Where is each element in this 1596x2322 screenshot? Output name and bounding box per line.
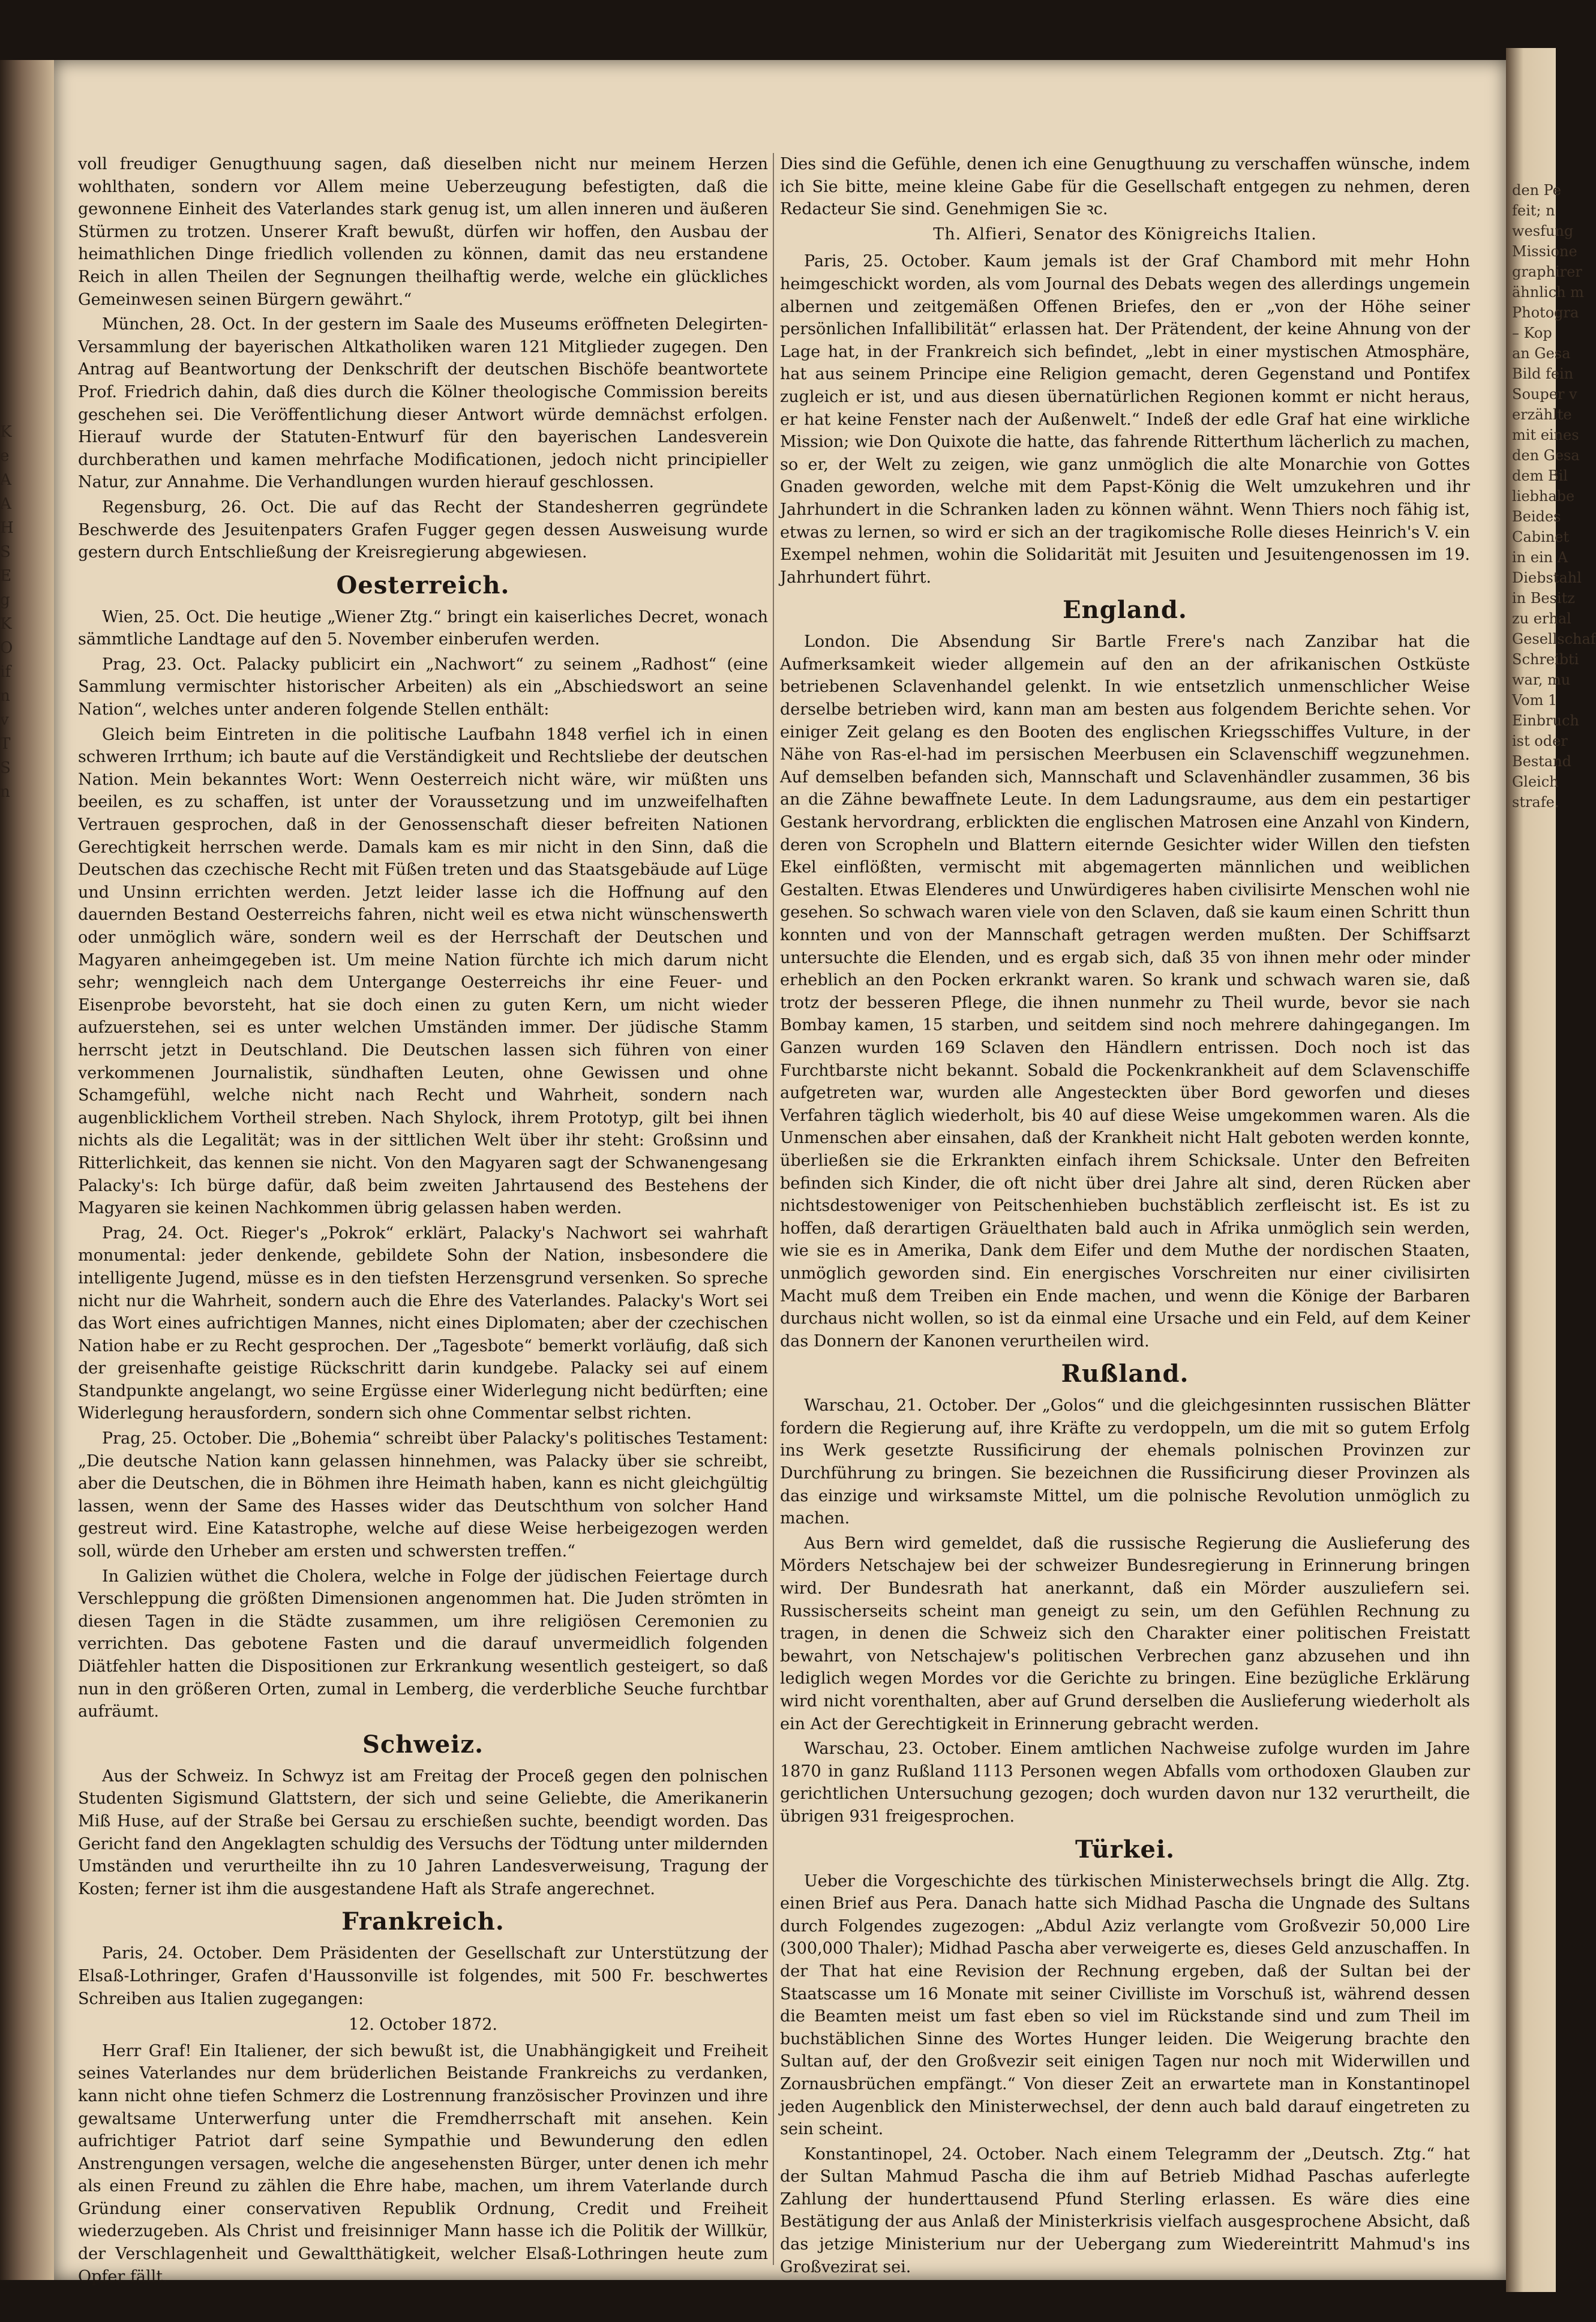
left-column — [78, 153, 768, 2286]
section-heading-england: England. — [1063, 596, 1187, 625]
article-paris-25: Paris, 25. October. Kaum jemals ist der Graf Chambord mit mehr Hohn heimgeschickt worden, als vom Journal des Debats wegen des allerdings ungemein albernen und zeitgemäßen Offenen Briefes, den er „von der Höhe seiner persönlichen Infallibilität“ erlassen hat. Der Prätendent, der keine Ahnung von der Lage hat, in der Frankreich sich befindet, „lebt in einer mystischen Atmosphäre, hat aus seinem Principe eine Religion gemacht, deren Gegenstand und Pontifex zugleich er ist, und aus diesen übernatürlichen Regionen kommt er nicht heraus, er hat keine Fenster nach der Außenwelt.“ Indeß der edle Graf hat eine wirkliche Mission; wie Don Quixote die hatte, das fahrende Ritterthum lächerlich zu machen, so er, der Welt zu zeigen, wie ganz unmöglich die alte Monarchie von Gottes Gnaden geworden, welche mit dem Papst-König die Welt umzukehren und ihr Jahrhundert in die Schranken laden zu können wähnt. Wenn Thiers noch fähig ist, etwas zu lernen, so wird er sich an der tragikomische Rolle dieses Heinrich's V. ein Exempel nehmen, wohin die Solidarität mit Jesuiten und Jesuitengenossen im 19. Jahrhundert führt. — [780, 252, 1470, 587]
book-binding — [0, 60, 54, 2280]
section-heading-frankreich: Frankreich. — [341, 1907, 505, 1936]
letter-date: 12. October 1872. — [349, 2015, 497, 2035]
article-london: London. Die Absendung Sir Bartle Frere's nach Zanzibar hat die Aufmerksamkeit wieder allgemein auf den an der afrikanischen Ostküste betriebenen Sclavenhandel gelenkt. In wie entsetzlich unmenschlicher Weise derselbe betrieben wird, kann man am besten aus folgendem Berichte sehen. Vor einiger Zeit gelang es den Booten des englischen Kriegsschiffes Vulture, in der Nähe von Ras-el-had im persischen Meerbusen ein Sclavenschiff wegzunehmen. Auf demselben befanden sich, Mannschaft und Sclavenhändler zusammen, 36 bis an die Zähne bewaffnete Leute. In dem Ladungsraume, aus dem ein pestartiger Gestank hervordrang, erblickten die englischen Matrosen eine Anzahl von Kindern, deren von Scropheln und Blattern eiternde Gesichter wider Willen den tiefsten Ekel einflößten, vermischt mit abgemagerten männlichen und weiblichen Gestalten. Etwas Elenderes und Unwürdigeres haben civilisirte Menschen wohl nie gesehen. So schwach waren viele von den Sclaven, daß sie kaum einen Schritt thun konnten und von der Mannschaft getragen werden mußten. Der Schiffsarzt untersuchte die Elenden, und es ergab sich, daß 35 von ihnen mehr oder minder erheblich an den Pocken erkrankt waren. So krank und schwach waren sie, daß trotz der besseren Pflege, die ihnen nunmehr zu Theil wurde, bevor sie nach Bombay kamen, 15 starben, und seitdem sind noch mehrere dahingegangen. Im Ganzen wurden 169 Sclaven den Händlern entrissen. Doch noch ist das Furchtbarste nicht bekannt. Sobald die Pockenkrankheit auf dem Sclavenschiffe aufgetreten war, wurden alle Angesteckten über Bord geworfen und dieses Verfahren täglich wiederholt, bis 40 auf diese Weise umgekommen waren. Als die Unmenschen aber einsahen, daß der Krankheit nicht Halt geboten werden konnte, überließen sie die Erkrankten einfach ihrem Schicksale. Unter den Befreiten befinden sich Kinder, die oft nicht über drei Jahre alt sind, deren Rücken aber nichtsdestoweniger von Peitschenhieben buchstäblich zerfleischt ist. Es ist zu hoffen, daß derartigen Gräuelthaten bald auch in Afrika unmöglich sein werden, wie sie es in Amerika, Dank dem Eifer und dem Muthe der nordischen Staaten, unmöglich geworden sind. Ein energisches Vorschreiten nur einer civilisirten Macht muß dem Treiben ein Ende machen, und wenn die Könige der Barbaren durchaus nicht wollen, so ist da einmal eine Ursache und ein Feld, auf dem Keiner das Donnern der Kanonen verurtheilen wird. — [780, 632, 1470, 1351]
article-palacky-quote: Gleich beim Eintreten in die politische Laufbahn 1848 verfiel ich in einen schweren Irrthum; ich baute auf die Verständigkeit und Rechtsliebe der deutschen Nation. Mein bekanntes Wort: Wenn Oesterreich nicht wäre, wir müßten uns beeilen, es zu schaffen, ist unter der Voraussetzung und im unzweifelhaften Vertrauen gesprochen, daß in der Genossenschaft dieser befreiten Nationen Gerechtigkeit herrschen werde. Damals kam es mir nicht in den Sinn, daß die Deutschen das czechische Recht mit Füßen treten und das Staatsgebäude auf Lüge und Unsinn errichten werden. Jetzt leider lasse ich die Hoffnung auf den dauernden Bestand Oesterreichs fahren, nicht weil es etwa nicht wünschenswerth oder unmöglich wäre, sondern weil es der Herrschaft der Deutschen und Magyaren anheimgegeben ist. Um meine Nation fürchte ich mich darum nicht sehr; wenngleich nach dem Untergange Oesterreichs ihr eine Feuer- und Eisenprobe bevorsteht, hat sie doch einen zu guten Kern, um nicht wieder aufzuerstehen, sei es unter welchen Umständen immer. Der jüdische Stamm herrscht jetzt in Deutschland. Die Deutschen lassen sich führen von einer verkommenen Journalistik, sündhaften Leuten, ohne Gewissen und ohne Schamgefühl, welche nicht nach Recht und Wahrheit, sondern nach augenblicklichem Vortheil streben. Nach Shylock, ihrem Prototyp, gilt bei ihnen nichts als die Legalität; was in der sittlichen Welt über ihr steht: Großsinn und Ritterlichkeit, das kennen sie nicht. Von den Magyaren sagt der Schwanengesang Palacky's: Ich bürge dafür, daß beim zweiten Jahrtausend des Bestehens der Magyaren sie keinen Nachkommen übrig gelassen haben werden. — [78, 725, 768, 1218]
article-galizien: In Galizien wüthet die Cholera, welche in Folge der jüdischen Feiertage durch Verschleppung die größten Dimensionen angenommen hat. Die Juden strömten in diesen Tagen in die Städte zusammen, um ihre religiösen Ceremonien zu verrichten. Das gebotene Fasten und die darauf unvermeidlich folgenden Diätfehler hatten die Dispositionen zur Erkrankung wesentlich gesteigert, so daß nun in den größeren Orten, zumal in Lemberg, die verderbliche Seuche furchtbar aufräumt. — [78, 1567, 768, 1721]
article-konstantinopel: Konstantinopel, 24. October. Nach einem Telegramm der „Deutsch. Ztg.“ hat der Sultan Mahmud Pascha die ihm auf Betrieb Midhad Paschas auferlegte Zahlung der hunderttausend Pfund Sterling erlassen. Es wäre dies eine Bestätigung der aus Anlaß der Ministerkrisis vielfach ausgesprochene Absicht, daß das jetzige Ministerium nur der Uebergang zum Wiedereintritt Mahmud's ins Großvezirat sei. — [780, 2144, 1470, 2276]
article-warschau-21: Warschau, 21. October. Der „Golos“ und die gleichgesinnten russischen Blätter fordern die Regierung auf, ihre Kräfte zu verdoppeln, um die mit so gutem Erfolg ins Werk gesetzte Russificirung der ehemals polnischen Provinzen zur Durchführung zu bringen. Sie bezeichnen die Russificirung dieser Provinzen als das einzige und wirksamste Mittel, um die polnische Revolution unmöglich zu machen. — [780, 1396, 1470, 1528]
section-heading-oesterreich: Oesterreich. — [336, 571, 510, 599]
article-pera: Ueber die Vorgeschichte des türkischen Ministerwechsels bringt die Allg. Ztg. einen Brief aus Pera. Danach hatte sich Midhad Pascha die Ungnade des Sultans durch Folgendes zugezogen: „Abdul Aziz verlangte vom Großvezir 50,000 Lire (300,000 Thaler); Midhad Pascha aber verweigerte es, dieses Geld anzuschaffen. In der That hat eine Revision der Rechnung ergeben, daß der Sultan bei der Staatscasse um 16 Monate mit seiner Civilliste im Vorschuß ist, während dessen die Beamten meist um fast eben so viel im Rückstande sind und zum Theil im buchstäblichen Sinne des Wortes Hunger leiden. Die Weigerung brachte den Sultan auf, der den Großvezir seit einigen Tagen nur noch mit Widerwillen und Zornausbrüchen empfängt.“ Von dieser Zeit an erwartete man in Konstantinopel jeden Augenblick den Ministerwechsel, der denn auch bald darauf eingetreten zu sein scheint. — [780, 1871, 1470, 2139]
right-column — [780, 153, 1470, 2280]
adjacent-right-page: den Pe feit; n wesfung Missione graphirer ähnlich m Photogra – Kop an Gesa Bild fein Souper v erzählte mit eines den Gesa dem Bil liebhabe Beides Cabinet in ein A Diebstahl in Besitz zu erhal Gesellschaf Schreibti war, mu Vom 1 Einbruch ist oder Bestand Gleich strafe. — [1506, 48, 1556, 2292]
article-letter-continued: Dies sind die Gefühle, denen ich eine Genugthuung zu verschaffen wünsche, indem ich Sie bitte, meine kleine Gabe für die Gesellschaft entgegen zu nehmen, deren Redacteur Sie sind. Genehmigen Sie ꝛc. — [780, 155, 1470, 219]
article-warschau-23: Warschau, 23. October. Einem amtlichen Nachweise zufolge wurden im Jahre 1870 in ganz Rußland 1113 Personen wegen Abfalls vom orthodoxen Glauben zur gerichtlichen Untersuchung gezogen; doch wurden davon nur 132 verurtheilt, die übrigen 931 freigesprochen. — [780, 1739, 1470, 1826]
adjacent-page-edge-letters: K e A A H S E g K O if n v T S n — [0, 423, 14, 801]
article-wien: Wien, 25. Oct. Die heutige „Wiener Ztg.“ bringt ein kaiserliches Decret, wonach sämmtliche Landtage auf den 5. November einberufen werden. — [78, 607, 768, 649]
article-prag-25: Prag, 25. October. Die „Bohemia“ schreibt über Palacky's politisches Testament: „Die deutsche Nation kann gelassen hinnehmen, was Palacky über sie schreibt, aber die Deutschen, die in Böhmen ihre Heimath haben, kann es nicht gleichgültig lassen, wenn der Same des Hasses wider das Deutschthum von solcher Hand gestreut wird. Eine Katastrophe, welche auf diese Weise herbeigezogen werden soll, würde den Urheber am ersten und schwersten treffen.“ — [78, 1429, 768, 1561]
section-heading-tuerkei: Türkei. — [1075, 1835, 1175, 1864]
section-heading-schweiz: Schweiz. — [362, 1730, 484, 1759]
article-text: voll freudiger Genugthuung sagen, daß dieselben nicht nur meinem Herzen wohlthaten, sondern vor Allem meine Ueberzeugung befestigten, daß die gewonnene Einheit des Vaterlandes stark genug ist, um allen inneren und äußeren Stürmen zu trotzen. Unserer Kraft bewußt, dürfen wir hoffen, den Ausbau der heimathlichen Dinge friedlich vollenden zu können, damit das neu erstandene Reich in allen Theilen der Segnungen theilhaftig werde, welche ein glückliches Gemeinwesen seinen Bürgern gewährt.“ — [78, 155, 768, 309]
letter-signature: Th. Alfieri, Senator des Königreichs Italien. — [933, 224, 1317, 244]
article-bern: Aus Bern wird gemeldet, daß die russische Regierung die Auslieferung des Mörders Netschajew bei der schweizer Bundesregierung in Erinnerung bringen wird. Der Bundesrath hat anerkannt, daß ein Mörder auszuliefern sei. Russischerseits scheint man geneigt zu sein, um den Gefühlen Rechnung zu tragen, in denen die Schweiz sich den Charakter einer politischen Freistatt bewahrt, von Netschajew's politischen Verbrechen ganz abzusehen und ihn lediglich wegen Mordes vor die Gerichte zu bringen. Eine bezügliche Erklärung wird nicht vorenthalten, aber auf Grund derselben die Auslieferung wiederholt als ein Act der Gerechtigkeit in Erinnerung gebracht werden. — [780, 1534, 1470, 1733]
article-prag-23: Prag, 23. Oct. Palacky publicirt ein „Nachwort“ zu seinem „Radhost“ (eine Sammlung vermischter historischer Arbeiten) als ein „Abschiedswort an seine Nation“, welches unter anderen folgende Stellen enthält: — [78, 655, 768, 719]
article-schweiz: Aus der Schweiz. In Schwyz ist am Freitag der Proceß gegen den polnischen Studenten Sigismund Glattstern, der sich und seine Geliebte, die Amerikanerin Miß Huse, auf der Straße bei Gersau zu erschießen suchte, beendigt worden. Das Gericht fand den Angeklagten schuldig des Versuchs der Tödtung unter mildernden Umständen und verurtheilte ihn zu 10 Jahren Landesverweisung, Tragung der Kosten; ferner ist ihm die ausgestandene Haft als Strafe angerechnet. — [78, 1766, 768, 1898]
section-heading-russland: Rußland. — [1061, 1360, 1189, 1388]
article-paris-24: Paris, 24. October. Dem Präsidenten der Gesellschaft zur Unterstützung der Elsaß-Lothringer, Grafen d'Haussonville ist folgendes, mit 500 Fr. beschwertes Schreiben aus Italien zugegangen: — [78, 1944, 768, 2008]
article-muenchen: München, 28. Oct. In der gestern im Saale des Museums eröffneten Delegirten-Versammlung der bayerischen Altkatholiken waren 121 Mitglieder zugegen. Den Antrag auf Beantwortung der Denkschrift der deutschen Bischöfe beantwortete Prof. Friedrich dahin, daß dies durch die Kölner theologische Commission bereits geschehen sei. Die Veröffentlichung dieser Antwort würde demnächst erfolgen. Hierauf wurde der Statuten-Entwurf für den bayerischen Landesverein durchberathen und kamen mehrfache Modificationen, jedoch nicht principieller Natur, zur Annahme. Die Verhandlungen wurden hierauf geschlossen. — [78, 315, 768, 492]
article-prag-24: Prag, 24. Oct. Rieger's „Pokrok“ erklärt, Palacky's Nachwort sei wahrhaft monumental: jeder denkende, gebildete Sohn der Nation, insbesondere die intelligente Jugend, müsse es in den tiefsten Herzensgrund versenken. So spreche nicht nur die Wahrheit, sondern auch die Ehre des Vaterlandes. Palacky's Wort sei das Wort eines aufrichtigen Mannes, nicht eines Diplomaten; aber der czechischen Nation habe er zu Recht gesprochen. Der „Tagesbote“ bemerkt vorläufig, daß sich der greisenhafte geistige Rückschritt darin kundgebe. Palacky sei auf einem Standpunkte angelangt, wo seine Ergüsse einer Widerlegung nicht bedürften; eine Widerlegung herausfordern, sondern sich ohne Commentar selbst richten. — [78, 1223, 768, 1423]
article-letter: Herr Graf! Ein Italiener, der sich bewußt ist, die Unabhängigkeit und Freiheit seines Vaterlandes nur dem brüderlichen Beistande Frankreichs zu verdanken, kann nicht ohne tiefen Schmerz die Lostrennung französischer Provinzen und ihre gewaltsame Unterwerfung unter die Fremdherrschaft mit ansehen. Kein aufrichtiger Patriot darf seine Sympathie und Bewunderung den edlen Anstrengungen versagen, welche die angesehensten Bürger, unter denen ich mehr als einen Freund zu zählen die Ehre habe, machen, um ihrem Vaterlande durch Gründung einer conservativen Republik Ordnung, Credit und Freiheit wiederzugeben. Als Christ und freisinniger Mann hasse ich die Politik der Willkür, der Verschlagenheit und Gewaltthätigkeit, welcher Elsaß-Lothringen heute zum Opfer fällt. — [78, 2041, 768, 2286]
column-divider — [773, 153, 774, 2265]
article-regensburg: Regensburg, 26. Oct. Die auf das Recht der Standesherren gegründete Beschwerde des Jesuitenpaters Grafen Fugger gegen dessen Ausweisung wurde gestern durch Entschließung der Kreisregierung abgewiesen. — [78, 497, 768, 562]
